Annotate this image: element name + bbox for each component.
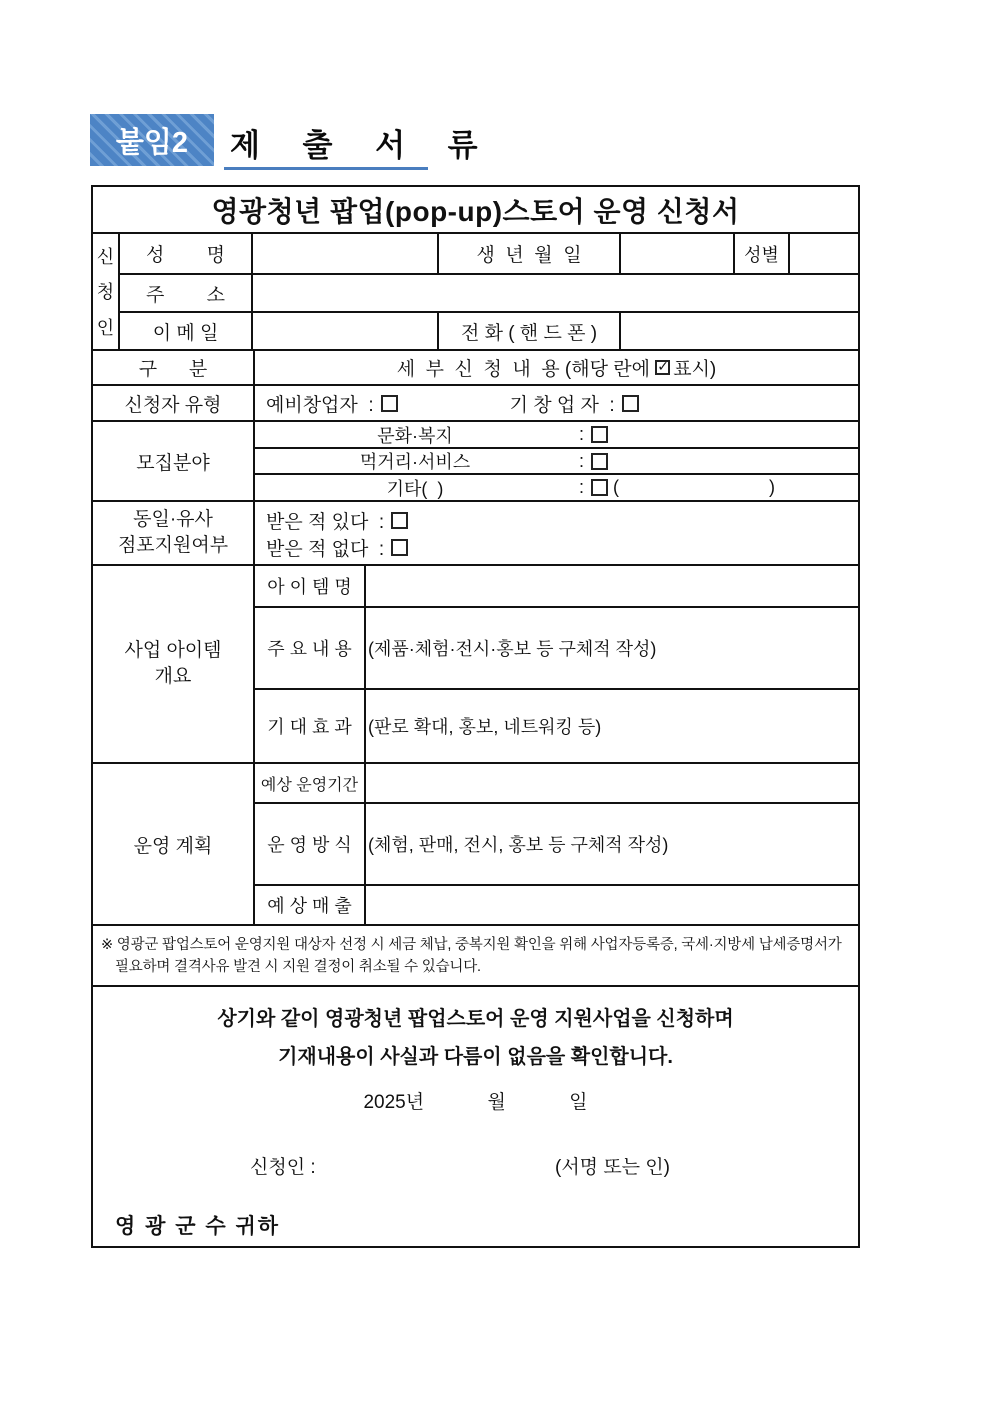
plan-expected-sales-label: 예 상 매 출: [255, 886, 366, 924]
field-other-checkbox[interactable]: [591, 479, 608, 496]
item-name-input-cell[interactable]: [366, 566, 858, 606]
item-main-content-label: 주 요 내 용: [255, 608, 366, 688]
form-title: 영광청년 팝업(pop-up)스토어 운영 신청서: [211, 195, 740, 227]
address-label: 주 소: [120, 275, 253, 311]
item-expected-effect-label: 기 대 효 과: [255, 690, 366, 762]
address-input-cell[interactable]: [253, 275, 858, 311]
applicant-type-label: 신청자 유형: [93, 386, 255, 420]
birthdate-input-cell[interactable]: [621, 234, 735, 273]
plan-method-label: 운 영 방 식: [255, 804, 366, 884]
operation-plan-label: 운영 계획: [93, 764, 255, 924]
recruitment-field-label: 모집분야: [93, 422, 255, 500]
footnote: ※ 영광군 팝업스토어 운영지원 대상자 선정 시 세금 체납, 중복지원 확인을 위해 사업자등록증, 국세·지방세 납세증명서가 필요하며 결격사유 발견 시 지원 결정이 취소될 수 있습니다.: [93, 924, 858, 985]
date-line: 2025년 월 일: [363, 1091, 588, 1113]
field-option-row: 먹거리·서비스 :: [255, 449, 858, 475]
category-header-row: [93, 349, 858, 384]
item-expected-effect-input-cell[interactable]: (판로 확대, 홍보, 네트워킹 등): [368, 717, 602, 737]
plan-period-label: 예상 운영기간: [255, 764, 366, 802]
field-other-label: 기타( ): [386, 478, 444, 499]
gender-label: 성별: [735, 234, 790, 273]
support-received-no-label: 받은 적 없다 :: [266, 539, 385, 560]
email-input-cell[interactable]: [253, 313, 439, 349]
applicant-section: [93, 232, 858, 349]
declaration-section: [93, 985, 858, 1246]
email-label: 이 메 일: [120, 313, 253, 349]
existing-founder-option-label: 기 창 업 자 :: [509, 394, 615, 416]
field-option-row: 기타( ) : ( ): [255, 475, 858, 500]
phone-label: 전 화 ( 핸 드 폰 ): [439, 313, 621, 349]
page-title: 제 출 서 류: [230, 128, 495, 163]
birthdate-label: 생 년 월 일: [439, 234, 621, 273]
field-food-service-checkbox[interactable]: [591, 453, 608, 470]
pre-founder-checkbox[interactable]: [381, 395, 398, 412]
pre-founder-option-label: 예비창업자 :: [266, 394, 374, 416]
name-input-cell[interactable]: [253, 234, 439, 273]
gender-input-cell[interactable]: [790, 234, 858, 273]
field-other-fill-in[interactable]: ( ): [608, 477, 776, 497]
checked-checkbox-icon: [655, 360, 670, 375]
business-item-label: 사업 아이템 개요: [93, 566, 255, 762]
plan-expected-sales-input-cell[interactable]: [366, 886, 858, 924]
prior-support-section: [93, 500, 858, 564]
field-food-service-label: 먹거리·서비스: [359, 452, 471, 472]
category-label: 구 분: [93, 351, 255, 384]
page-title-underline: [224, 167, 428, 170]
application-form-table: [91, 185, 860, 1248]
attachment-badge-label: 붙임2: [115, 126, 189, 159]
field-option-row: 문화·복지 :: [255, 422, 858, 449]
signer-label: 신청인 :: [250, 1156, 316, 1178]
signature-note: (서명 또는 인): [555, 1156, 670, 1178]
existing-founder-checkbox[interactable]: [622, 395, 639, 412]
support-received-no-checkbox[interactable]: [391, 539, 408, 556]
recruitment-field-section: [93, 420, 858, 500]
attachment-badge: [90, 114, 214, 166]
business-item-section: [93, 564, 858, 762]
field-culture-welfare-label: 문화·복지: [377, 425, 453, 446]
item-name-label: 아 이 템 명: [255, 566, 366, 606]
category-instruction-before: 세 부 신 청 내 용 (해당 란에: [396, 359, 656, 380]
recipient-line: 영 광 군 수 귀하: [115, 1214, 281, 1238]
support-received-yes-checkbox[interactable]: [391, 512, 408, 529]
declaration-statement: 상기와 같이 영광청년 팝업스토어 운영 지원사업을 신청하며 기재내용이 사실과 다름이 없음을 확인합니다.: [217, 1007, 734, 1068]
prior-support-label: 동일·유사 점포지원여부: [93, 502, 255, 564]
operation-plan-section: [93, 762, 858, 924]
item-main-content-input-cell[interactable]: (제품·체험·전시·홍보 등 구체적 작성): [368, 639, 657, 659]
phone-input-cell[interactable]: [621, 313, 858, 349]
applicant-type-row: [93, 384, 858, 420]
category-instruction-after: 표시): [673, 359, 717, 380]
support-received-yes-label: 받은 적 있다 :: [266, 512, 385, 533]
field-culture-welfare-checkbox[interactable]: [591, 426, 608, 443]
plan-period-input-cell[interactable]: [366, 764, 858, 802]
name-label: 성 명: [120, 234, 253, 273]
applicant-section-label: 신 청 인: [93, 234, 120, 349]
plan-method-input-cell[interactable]: (체험, 판매, 전시, 홍보 등 구체적 작성): [368, 835, 669, 855]
